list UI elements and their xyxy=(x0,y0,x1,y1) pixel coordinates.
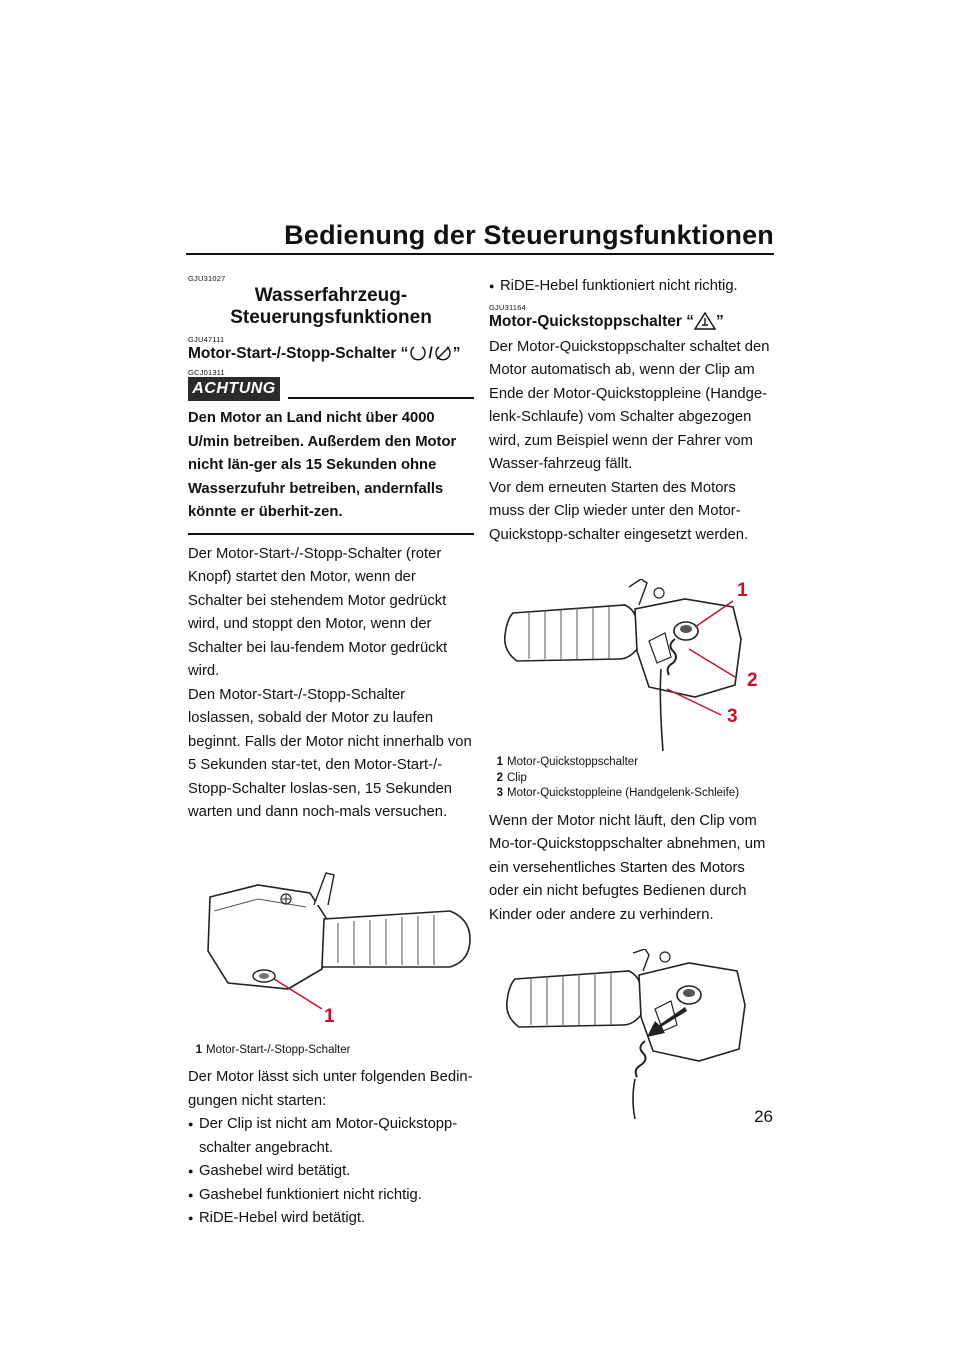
legend-text: Clip xyxy=(507,771,527,784)
header-rule xyxy=(186,253,774,255)
warning-code: GCJ01311 xyxy=(188,368,225,377)
figure-legend xyxy=(188,1043,474,1059)
subtitle-suffix: ” xyxy=(452,345,461,362)
engine-start-icon xyxy=(408,344,428,367)
figure-quickstop xyxy=(489,579,775,751)
subtitle-prefix: Motor-Start-/-Stopp-Schalter “ xyxy=(188,345,409,362)
legend-number: 1 xyxy=(195,1043,202,1056)
paragraph: Vor dem erneuten Starten des Motors muss der Clip wieder unter den Motor-Quickstopp-schalter eingesetzt werden. xyxy=(489,479,749,543)
section-code: GJU31027 xyxy=(188,274,226,283)
bullet-list xyxy=(188,1113,474,1231)
paragraph: Der Motor-Start-/-Stopp-Schalter (roter Knopf) startet den Motor, wenn der Schalter bei stehendem Motor gedrückt wird, und stoppt den Motor, wenn der Schalter bei lau-fendem Motor gedrückt wird. xyxy=(188,545,448,679)
list-item: ● Der Clip ist nicht am Motor-Quickstopp-schalter angebracht. xyxy=(188,1113,474,1160)
list-item: ● Gashebel funktioniert nicht richtig. xyxy=(188,1184,474,1208)
subtitle-separator: / xyxy=(428,345,433,362)
warning-header xyxy=(188,377,474,403)
paragraph: Der Motor-Quickstoppschalter schaltet den Motor automatisch ab, wenn der Clip am Ende der Motor-Quickstoppleine (Handge-lenk-Schlaufe) vom Schalter abgezogen wird, zum Beispiel wenn der Fahrer vom Wasser-fahrzeug fällt. xyxy=(489,338,770,472)
legend-item xyxy=(489,786,775,802)
legend-item xyxy=(188,1043,474,1059)
right-column xyxy=(489,275,775,1119)
section-title-line-1: Wasserfahrzeug- xyxy=(254,285,408,306)
list-item: ● RiDE-Hebel wird betätigt. xyxy=(188,1207,474,1231)
callout-1: 1 xyxy=(324,1005,335,1027)
engine-stop-icon xyxy=(433,344,453,367)
warning-end-rule xyxy=(188,533,474,535)
subtitle-prefix: Motor-Quickstoppschalter “ xyxy=(489,312,694,330)
subsection-title-start-stop xyxy=(188,344,474,367)
quickstop-icon xyxy=(694,312,716,335)
legend-number: 2 xyxy=(496,771,503,784)
legend-number: 1 xyxy=(496,756,503,768)
section-title-line-2: Steuerungsfunktionen xyxy=(230,307,432,328)
subsection-code: GJU31164 xyxy=(489,302,526,312)
page-number: 26 xyxy=(754,1107,773,1126)
legend-item xyxy=(489,755,775,771)
legend-text: Motor-Quickstoppschalter xyxy=(507,756,639,768)
figure-clip-removal xyxy=(489,949,775,1119)
legend-text: Motor-Quickstoppleine (Handgelenk-Schleife) xyxy=(507,787,740,799)
paragraph: Wenn der Motor nicht läuft, den Clip vom Mo-tor-Quickstoppschalter abnehmen, um ein versehentliches Starten des Motors oder ein nicht befugtes Bedienen durch Kinder oder andere zu verhindern. xyxy=(489,812,766,923)
callout-2: 2 xyxy=(747,670,758,691)
subsection-title-quickstop xyxy=(489,312,775,335)
figure-legend xyxy=(489,755,775,802)
left-column xyxy=(188,274,474,1231)
warning-text: Den Motor an Land nicht über 4000 U/min betreiben. Außerdem den Motor nicht län-ger als 15 Sekunden ohne Wasserzufuhr betreiben, andernfalls könnte er überhit-zen. xyxy=(188,410,457,520)
callout-1: 1 xyxy=(737,580,748,601)
bullet-list xyxy=(489,275,775,299)
paragraph: Den Motor-Start-/-Stopp-Schalter loslassen, sobald der Motor zu laufen beginnt. Falls der Motor nicht innerhalb von 5 Sekunden star-tet, den Motor-Start-/-Stopp-Schalter loslas-sen, 15 Sekunden warten und dann noch-mals versuchen. xyxy=(188,686,472,820)
warning-badge: ACHTUNG xyxy=(188,377,280,401)
subsection-code: GJU47111 xyxy=(188,335,225,344)
callout-3: 3 xyxy=(727,706,738,727)
list-item: ● RiDE-Hebel funktioniert nicht richtig. xyxy=(489,275,775,299)
section-title xyxy=(188,285,474,329)
legend-number: 3 xyxy=(496,787,503,799)
paragraph: Der Motor lässt sich unter folgenden Bedin-gungen nicht starten: xyxy=(188,1069,473,1109)
legend-item xyxy=(489,771,775,787)
subtitle-suffix: ” xyxy=(715,312,724,330)
figure-start-stop-switch xyxy=(188,859,474,1043)
handlebar-clip-removal-illustration xyxy=(489,949,775,1119)
legend-text: Motor-Start-/-Stopp-Schalter xyxy=(206,1043,351,1056)
list-item: ● Gashebel wird betätigt. xyxy=(188,1160,474,1184)
page-header-title: Bedienung der Steuerungsfunktionen xyxy=(284,220,774,250)
warning-rule xyxy=(288,397,474,399)
